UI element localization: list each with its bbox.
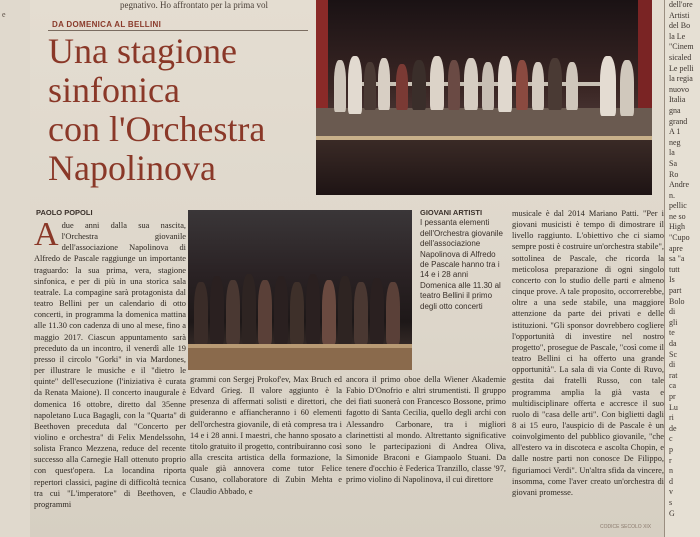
- side-column-line: "Cinem: [669, 42, 694, 52]
- side-column-line: d: [669, 476, 673, 486]
- side-column-line: v: [669, 487, 673, 497]
- side-column-line: "Cupo: [669, 233, 690, 243]
- side-column-line: di: [669, 307, 676, 317]
- side-column-line: Sc: [669, 349, 677, 359]
- side-column-line: tutt: [669, 264, 680, 274]
- article-column-2: grammi con Sergej Prokof'ev, Max Bruch ed Edvard Grieg. Il valore aggiunto è la presenza di affermati solisti e direttori, che guideranno e affiancheranno i 60 elementi dell'orchestra giovanile, di età compresa tra i 14 e i 28 anni. I maestri, che hanno sposato a titolo gratuito il progetto, contribuiranno così alla crescita artistica della formazione, la quale già annovera come tutor Felice Cusano, collaboratore di Zubin Mehta e Claudio Abbado, e: [190, 375, 342, 496]
- side-column-line: Is: [669, 275, 675, 285]
- orchestra-group-photo: [188, 210, 412, 370]
- article-kicker: DA DOMENICA AL BELLINI: [52, 20, 162, 29]
- side-column-line: te: [669, 328, 675, 338]
- side-column-line: del Bo: [669, 21, 691, 31]
- headline-line-2: sinfonica: [48, 70, 180, 110]
- side-column-line: dell'ore: [669, 0, 693, 9]
- dropcap: A: [34, 220, 59, 253]
- side-column-line: gna: [669, 105, 681, 115]
- headline-line-4: Napolinova: [48, 148, 216, 188]
- headline-line-1: Una stagione: [48, 31, 237, 71]
- side-column-line: ri: [669, 413, 674, 423]
- side-column-line: pr: [669, 391, 676, 401]
- side-column-line: grand: [669, 116, 688, 126]
- side-column-line: Le pelli: [669, 63, 694, 73]
- side-column-line: c: [669, 434, 673, 444]
- photo-caption: [420, 208, 506, 312]
- side-column-line: n: [669, 466, 673, 476]
- side-column-line: sa "a: [669, 254, 685, 264]
- caption-text: I pessanta elementi dell'Orchestra giovanile dell'associazione Napolinova di Alfredo de Pascale hanno tra i 14 e i 28 anni Domenica alle 11.30 al teatro Bellini il primo degli otto concerti: [420, 218, 503, 311]
- side-column-line: High: [669, 222, 685, 232]
- side-column-line: p: [669, 444, 673, 454]
- side-column-line: rat: [669, 370, 678, 380]
- side-column-line: apre: [669, 243, 683, 253]
- side-column-line: Sa: [669, 158, 677, 168]
- side-column-line: Bolo: [669, 296, 685, 306]
- side-column-line: A 1: [669, 127, 681, 137]
- side-column-line: G: [669, 508, 675, 518]
- caption-title: GIOVANI ARTISTI: [420, 208, 483, 217]
- headline-line-3: con l'Orchestra: [48, 109, 266, 149]
- side-column-line: Andre: [669, 180, 689, 190]
- side-column-line: da: [669, 339, 677, 348]
- article-author: PAOLO POPOLI: [36, 208, 93, 217]
- side-column-line: de: [669, 423, 677, 433]
- side-column-line: ca: [669, 381, 677, 391]
- side-column-line: la: [669, 148, 675, 158]
- side-column-line: s: [669, 497, 673, 507]
- side-column-line: r: [669, 455, 672, 465]
- side-column-line: pellic: [669, 201, 687, 211]
- side-column-line: ne so: [669, 211, 686, 221]
- bottom-credit: CODICE SECOLO XIX: [600, 524, 652, 530]
- left-edge-text: e: [2, 10, 6, 19]
- side-column-line: nuovo: [669, 84, 689, 94]
- side-column-line: sicaled: [669, 52, 692, 62]
- article-column-4: musicale è dal 2014 Mariano Patti. "Per i giovani musicisti è tempo di dimostrare il livello raggiunto. L'obiettivo che ci siamo sempre posti è costruire un'orchestra stabile", sottolinea de Pascale, che ricorda la meticolosa preparazione di ogni singolo concerto con lo studio delle parti e almeno cinque prove. A tale proposito, occorrerebbe, oltre a una sede stabile, una maggiore attenzione da parte dei privati e delle istituzioni. "Gli sponsor dovrebbero cogliere l'opportunità di investire nel nostro progetto", prosegue de Pascale, "così come il teatro Bellini ci ha offerto una grande opportunità". La sala di via Conte di Ruvo, gestita dai fratelli Russo, con tale programma amplia la già vasta e multidisciplinare offerta e accresce il suo ruolo di "casa delle arti". Con biglietti dagli 8 ai 15 euro, l'auspicio di de Pascale è un coinvolgimento del pubblico giovanile, "che all'estero va in discoteca e ascolta Chopin, e dalle nostre parti non conosce De Filippo, figuriamoci Verdi". Un'altra sfida da vincere, insomma, come l'aver creato un'orchestra di giovani promesse.: [512, 209, 664, 497]
- left-page-edge: [0, 0, 30, 537]
- article-headline: [48, 32, 308, 188]
- side-column-line: neg: [669, 137, 681, 147]
- side-column-line: Lu: [669, 402, 678, 412]
- top-strip-text: pegnativo. Ho affrontato per la prima vol: [120, 0, 269, 10]
- side-column-line: part: [669, 286, 682, 296]
- column-1-text: due anni dalla sua nascita, l'Orchestra giovanile dell'associazione Napolinova di Alfredo de Pascale raggiunge un importante traguardo: la sua prima, vera, stagione sinfonica, e per di più in una storica sala teatrale. La compagine sarà protagonista dal teatro Bellini per un calendario di otto concerti, in programma la domenica mattina alle 11.30 con cadenza di uno al mese, fino a maggio 2017. Ciascun appuntamento sarà preceduto da un incontro, il venerdì alle 19 presso il circolo "Gorki" in via Mardones, per illustrare le musiche e il "dietro le quinte" dell'esecuzione (l'iniziativa è curata da Renata Maione). Il concerto inaugurale è domenica 16 ottobre, diretto dal 35enne napoletano Luca Bagagli, con la "Quarta" di Beethoven preceduta dal "Concerto per violino e orchestra" di Felix Mendelssohn, solista Franco Mezzena, reduce del recente successo alla Carnegie Hall ottenuto proprio con quest'opera. La locandina riporta repertori classici, pagine di difficoltà tecnica tra cui "L'imperatore" di Beethoven, e programmi: [34, 221, 186, 509]
- side-column-line: la Le: [669, 31, 686, 41]
- side-column-line: Ro: [669, 169, 679, 179]
- side-column-line: di: [669, 360, 676, 370]
- side-column-line: Italia: [669, 95, 686, 105]
- side-column-line: gli: [669, 317, 678, 327]
- side-column-line: la regia: [669, 74, 693, 84]
- adjacent-article-column: [664, 0, 700, 537]
- article-column-1: [34, 220, 186, 520]
- side-column-line: Artisti: [669, 10, 690, 20]
- article-column-3: ancora il primo oboe della Wiener Akademie Fabio D'Onofrio e altri strumentisti. Il gruppo dei fiati suonerà con Francesco Bossone, primo fagotto di Santa Cecilia, quello degli archi con Alessandro Carbonare, tra i migliori clarinettisti al mondo. Altrettanto significative sono le partecipazioni di Andrea Oliva, Simonide Braconi e Giampaolo Stuani. Da tenere d'occhio è Federica Tranzillo, classe '97, primo violino di Napolinova, il cui direttore: [346, 375, 506, 485]
- orchestra-stage-photo: [316, 0, 652, 195]
- side-column-line: n.: [669, 190, 675, 200]
